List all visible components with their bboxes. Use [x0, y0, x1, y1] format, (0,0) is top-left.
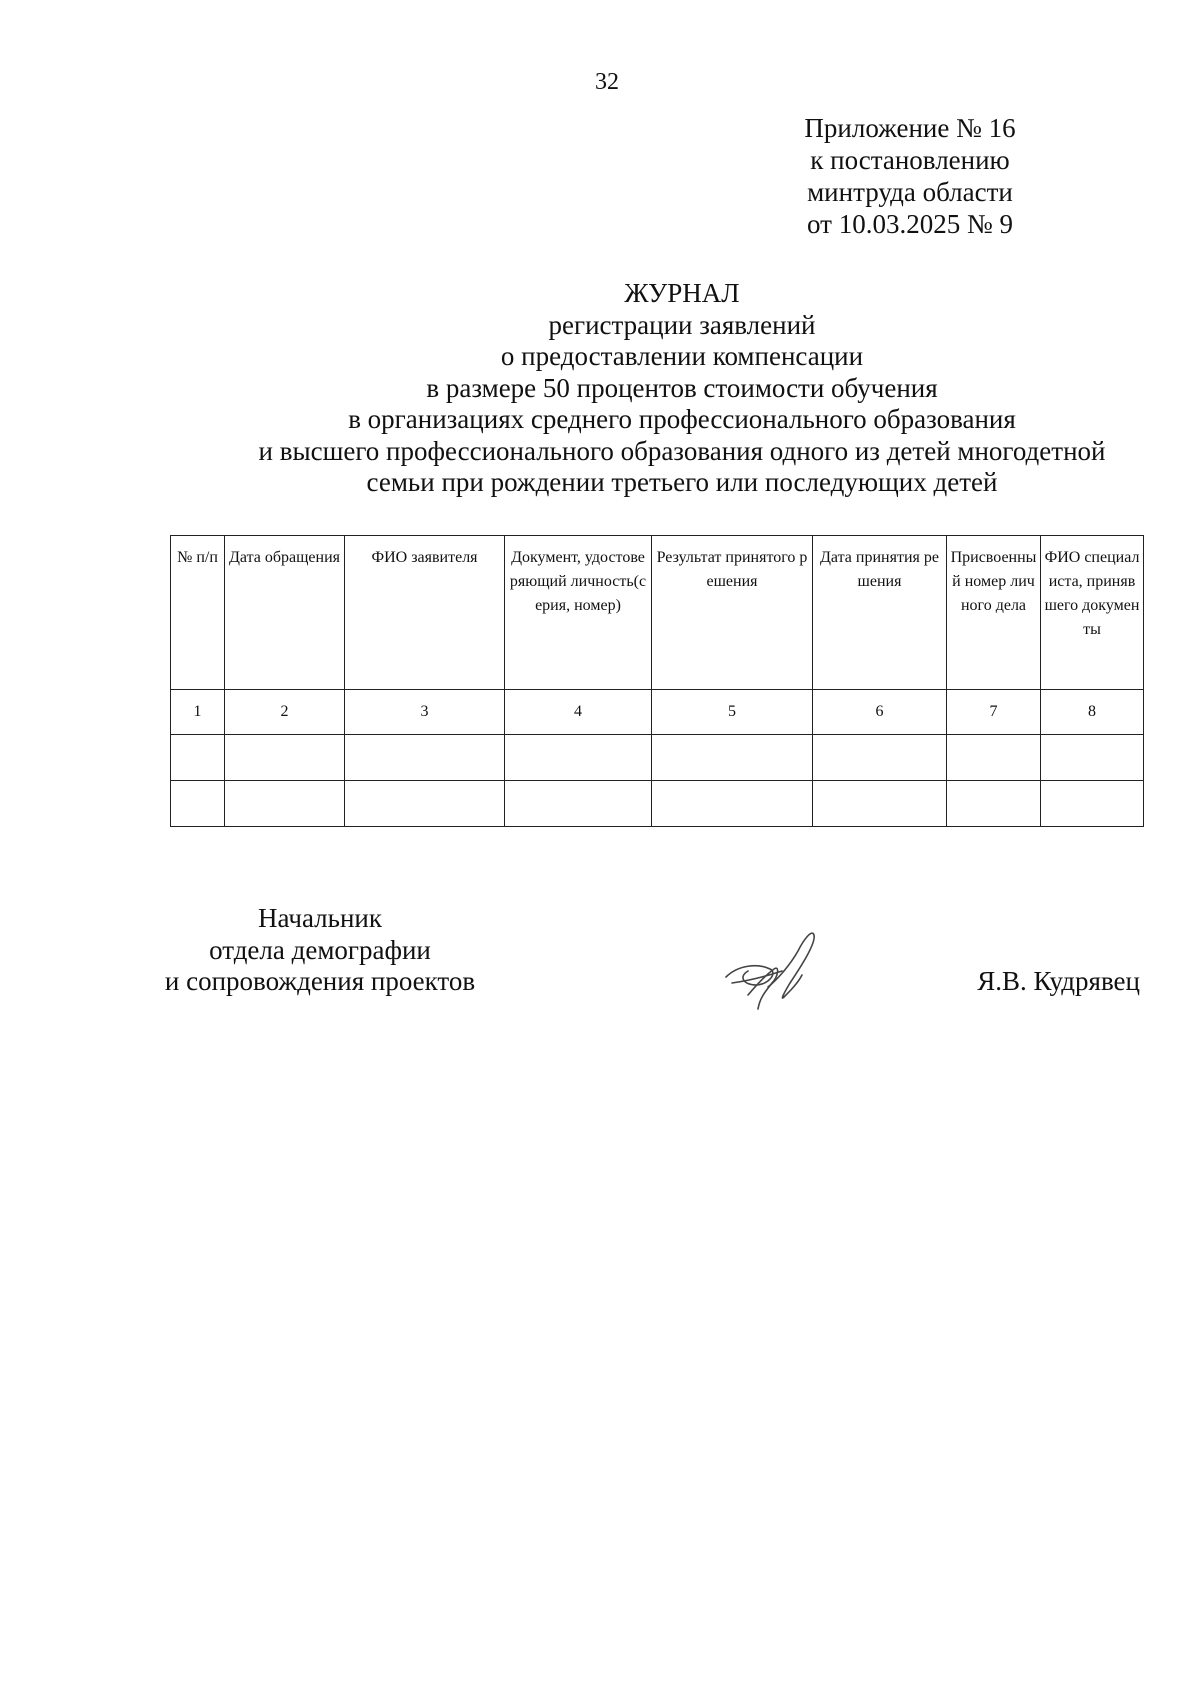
empty-cell — [505, 735, 652, 781]
page-number: 32 — [595, 69, 619, 95]
header-cell: Дата обращения — [225, 536, 345, 690]
column-number-cell: 3 — [345, 690, 505, 735]
position-line: Начальник — [257, 903, 382, 933]
column-number-row — [171, 690, 1144, 735]
column-number-cell: 5 — [652, 690, 813, 735]
title-line: в организациях среднего профессионального образования — [348, 404, 1016, 434]
empty-cell — [1041, 735, 1144, 781]
header-cell: Результат принятого решения — [652, 536, 813, 690]
title-line: о предоставлении компенсации — [500, 341, 864, 371]
title-line: регистрации заявлений — [548, 309, 816, 340]
empty-cell — [813, 781, 947, 827]
document-title — [150, 278, 1200, 499]
column-number-cell: 8 — [1041, 690, 1144, 735]
appendix-line: Приложение № 16 — [804, 113, 1016, 143]
empty-cell — [813, 735, 947, 781]
table-header-row — [171, 536, 1144, 690]
table-row — [171, 735, 1144, 781]
position-line: и сопровождения проектов — [164, 966, 476, 996]
registration-table — [170, 535, 1144, 827]
appendix-line: к постановлению — [810, 145, 1010, 175]
table-row — [171, 781, 1144, 827]
empty-cell — [652, 781, 813, 827]
column-number-cell: 1 — [171, 690, 225, 735]
empty-cell — [947, 781, 1041, 827]
empty-cell — [225, 735, 345, 781]
signatory-name: Я.В. Кудрявец — [977, 966, 1140, 996]
title-line: и высшего профессионального образования одного из детей многодетной — [258, 435, 1106, 466]
header-cell: ФИО заявителя — [345, 536, 505, 690]
empty-cell — [345, 781, 505, 827]
appendix-line: минтруда области — [807, 177, 1013, 207]
empty-cell — [505, 781, 652, 827]
empty-cell — [225, 781, 345, 827]
appendix-note — [790, 112, 1030, 240]
column-number-cell: 2 — [225, 690, 345, 735]
header-cell: ФИО специалиста, принявшего документы — [1041, 536, 1144, 690]
empty-cell — [1041, 781, 1144, 827]
handwritten-signature-icon — [718, 925, 828, 1025]
empty-cell — [652, 735, 813, 781]
header-cell: № п/п — [171, 536, 225, 690]
title-line: семьи при рождении третьего или последующих детей — [366, 467, 998, 497]
header-cell: Присвоенный номер личного дела — [947, 536, 1041, 690]
position-line: отдела демографии — [209, 934, 431, 965]
column-number-cell: 7 — [947, 690, 1041, 735]
signatory-position — [140, 903, 500, 998]
title-line: в размере 50 процентов стоимости обучения — [426, 372, 938, 403]
empty-cell — [345, 735, 505, 781]
appendix-line: от 10.03.2025 № 9 — [807, 209, 1013, 239]
column-number-cell: 6 — [813, 690, 947, 735]
empty-cell — [947, 735, 1041, 781]
header-cell: Документ, удостоверяющий личность(серия, номер) — [505, 536, 652, 690]
header-cell: Дата принятия решения — [813, 536, 947, 690]
empty-cell — [171, 735, 225, 781]
column-number-cell: 4 — [505, 690, 652, 735]
empty-cell — [171, 781, 225, 827]
title-heading: ЖУРНАЛ — [624, 278, 740, 308]
